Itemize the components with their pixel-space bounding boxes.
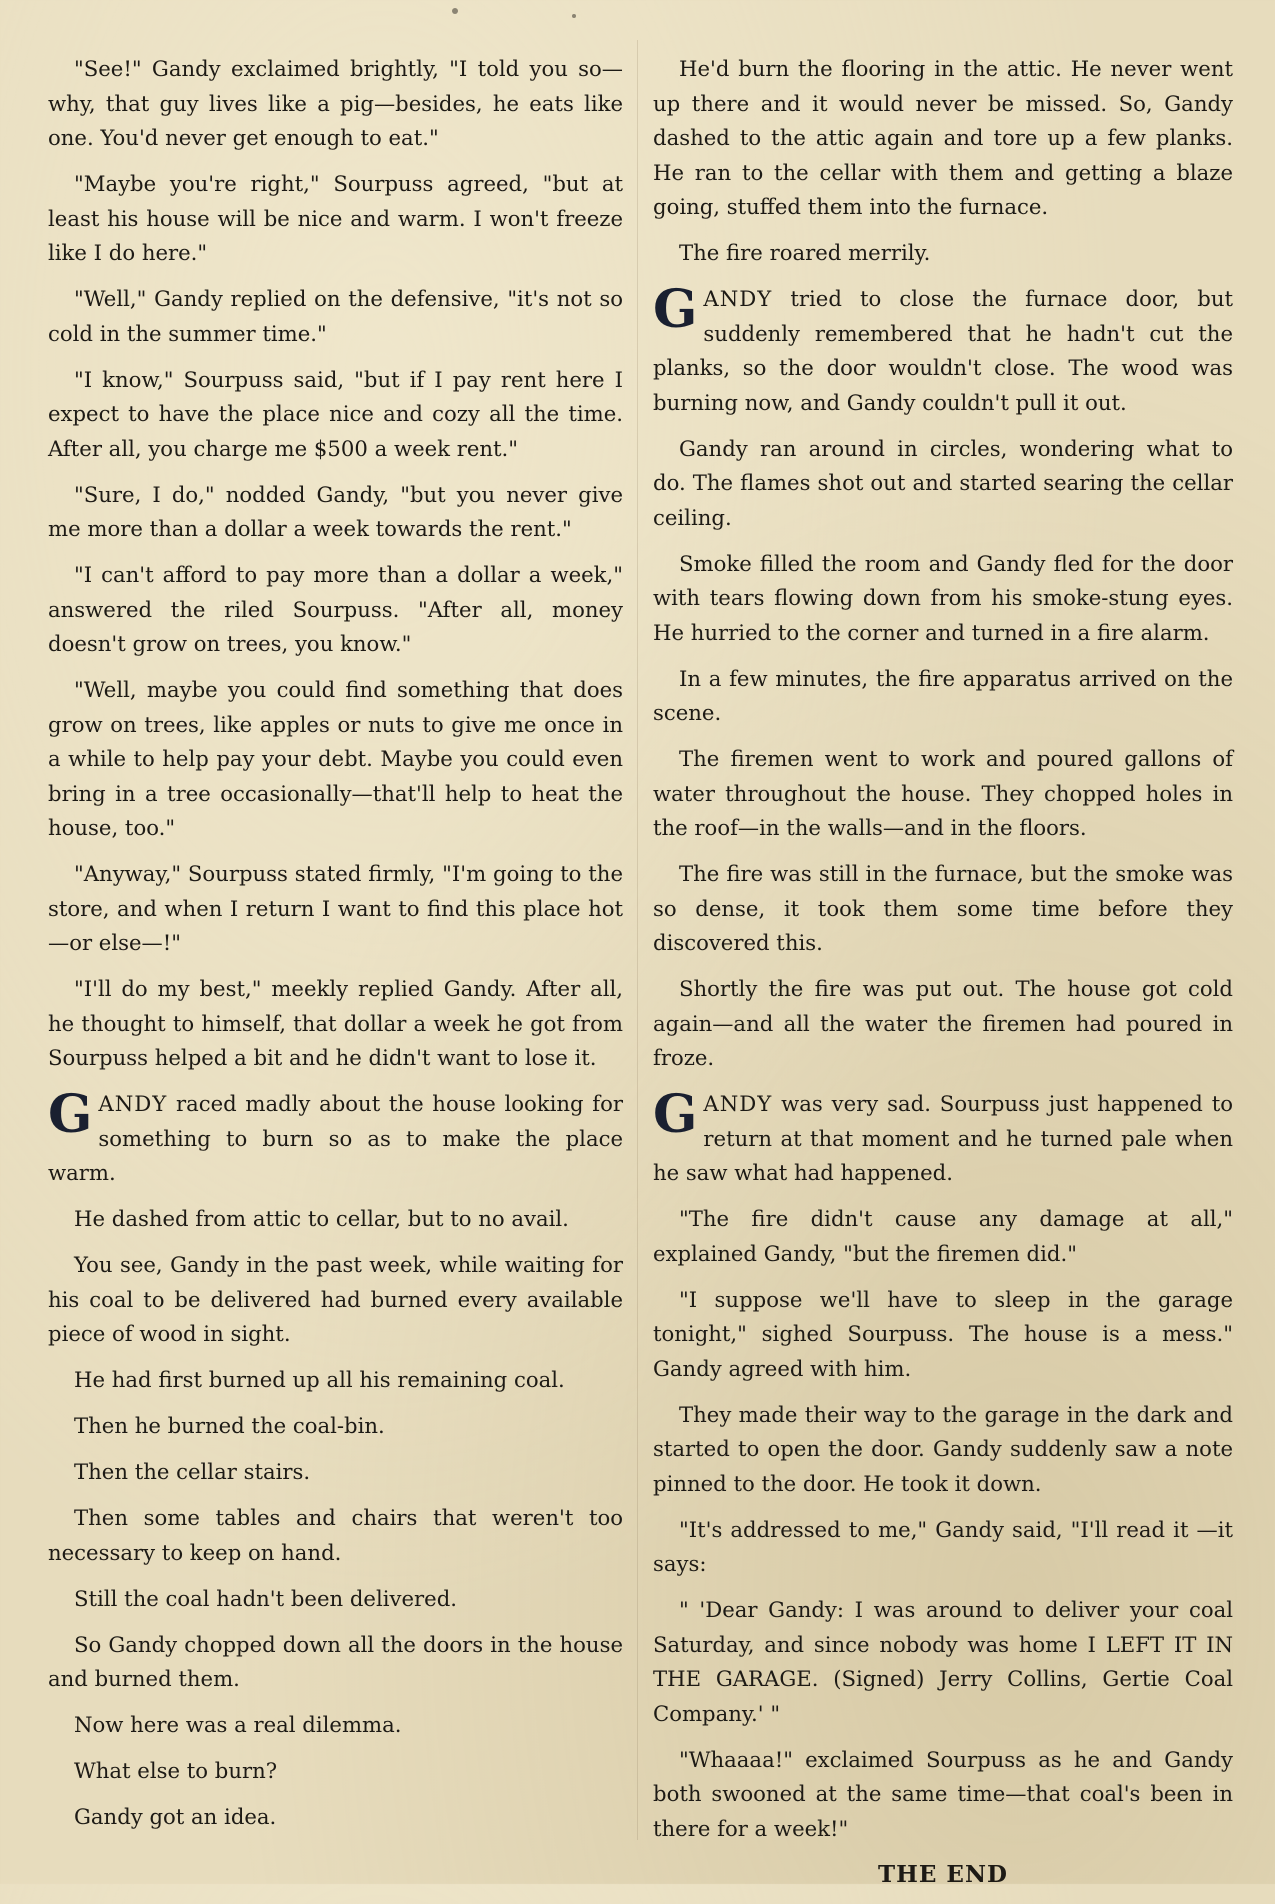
right-column [653, 52, 1233, 1904]
paragraph: "Well, maybe you could find something that does grow on trees, like apples or nuts to give me once in a while to help pay your debt. Maybe you could even bring in a tree occasionally—that'll help to heat the house, too." [48, 677, 623, 840]
drop-cap-paragraph [48, 1084, 623, 1191]
drop-cap-paragraph [653, 1084, 1233, 1191]
drop-cap: G [653, 1084, 698, 1145]
paragraph: Smoke filled the room and Gandy fled for the door with tears flowing down from his smoke-stung eyes. He hurried to the corner and turned in a fire alarm. [653, 550, 1233, 645]
paragraph: Still the coal hadn't been delivered. [74, 1585, 457, 1611]
paragraph: They made their way to the garage in the dark and started to open the door. Gandy suddenly saw a note pinned to the door. He took it down. [653, 1401, 1233, 1496]
paragraph: "Whaaaa!" exclaimed Sourpuss as he and Gandy both swooned at the same time—that coal's been in there for a week!" [653, 1746, 1233, 1841]
paragraph: Then the cellar stairs. [74, 1459, 311, 1484]
paragraph: The fire roared merrily. [679, 240, 931, 265]
paragraph: "I suppose we'll have to sleep in the garage tonight," sighed Sourpuss. The house is a mess." Gandy agreed with him. [653, 1286, 1233, 1381]
drop-cap: G [48, 1084, 93, 1145]
drop-cap-word: ANDY [703, 286, 773, 311]
drop-cap-paragraph [653, 279, 1233, 420]
paragraph: Gandy ran around in circles, wondering what to do. The flames shot out and started searing the cellar ceiling. [653, 435, 1233, 530]
drop-cap-word: ANDY [98, 1091, 168, 1116]
paragraph: "The fire didn't cause any damage at all," explained Gandy, "but the firemen did." [653, 1206, 1233, 1266]
paragraph: The fire was still in the furnace, but the smoke was so dense, it took them some time before they discovered this. [653, 861, 1233, 955]
paragraph: Shortly the fire was put out. The house got cold again—and all the water the firemen had poured in froze. [653, 976, 1233, 1070]
column-gutter [637, 40, 638, 1840]
ink-speck [452, 8, 458, 14]
ink-speck [572, 14, 576, 18]
paragraph: What else to burn? [74, 1758, 278, 1783]
paragraph: In a few minutes, the fire apparatus arrived on the scene. [653, 665, 1233, 725]
paragraph: "I know," Sourpuss said, "but if I pay rent here I expect to have the place nice and cozy all the time. After all, you charge me $500 a week rent." [48, 366, 623, 461]
paragraph: Then he burned the coal-bin. [74, 1413, 385, 1438]
paragraph: "Well," Gandy replied on the defensive, "it's not so cold in the summer time." [48, 286, 623, 346]
paragraph: Now here was a real dilemma. [74, 1712, 402, 1737]
paragraph: He dashed from attic to cellar, but to no avail. [74, 1206, 569, 1231]
left-column [48, 52, 623, 1846]
paragraph: Gandy got an idea. [74, 1804, 277, 1829]
drop-cap-text: tried to close the furnace door, but suddenly remembered that he hadn't cut the planks, so the door wouldn't close. The wood was burning now, and Gandy couldn't pull it out. [653, 286, 1233, 415]
paragraph: "Anyway," Sourpuss stated firmly, "I'm going to the store, and when I return I want to find this place hot—or else—!" [48, 861, 623, 955]
paragraph: So Gandy chopped down all the doors in the house and burned them. [48, 1631, 623, 1691]
paragraph: The firemen went to work and poured gallons of water throughout the house. They chopped holes in the roof—in the walls—and in the floors. [653, 746, 1233, 840]
paragraph: You see, Gandy in the past week, while waiting for his coal to be delivered had burned every available piece of wood in sight. [48, 1252, 623, 1346]
paragraph: " 'Dear Gandy: I was around to deliver your coal Saturday, and since nobody was home I LEFT IT IN THE GARAGE. (Signed) Jerry Collins, Gertie Coal Company.' " [653, 1597, 1233, 1726]
drop-cap-text: raced madly about the house looking for something to burn so as to make the place warm. [48, 1091, 623, 1185]
the-end-label: THE END [878, 1860, 1008, 1888]
paragraph: "See!" Gandy exclaimed brightly, "I told you so—why, that guy lives like a pig—besides, he eats like one. You'd never get enough to eat." [48, 56, 623, 150]
drop-cap: G [653, 279, 698, 340]
drop-cap-word: ANDY [703, 1091, 773, 1116]
drop-cap-text: was very sad. Sourpuss just happened to return at that moment and he turned pale when he saw what had happened. [653, 1091, 1233, 1185]
paragraph: "It's addressed to me," Gandy said, "I'll read it —it says: [653, 1516, 1233, 1576]
paragraph: "Maybe you're right," Sourpuss agreed, "but at least his house will be nice and warm. I won't freeze like I do here." [48, 171, 623, 265]
paragraph: He had first burned up all his remaining coal. [74, 1367, 565, 1392]
paragraph: "I can't afford to pay more than a dollar a week," answered the riled Sourpuss. "After all, money doesn't grow on trees, you know." [48, 562, 623, 656]
paragraph: He'd burn the flooring in the attic. He never went up there and it would never be missed. So, Gandy dashed to the attic again and tore up a few planks. He ran to the cellar with them and getting a blaze going, stuffed them into the furnace. [653, 56, 1233, 219]
paragraph: "I'll do my best," meekly replied Gandy. After all, he thought to himself, that dollar a week he got from Sourpuss helped a bit and he didn't want to lose it. [48, 976, 623, 1070]
paragraph: Then some tables and chairs that weren't too necessary to keep on hand. [48, 1505, 623, 1565]
paragraph: "Sure, I do," nodded Gandy, "but you never give me more than a dollar a week towards the rent." [48, 481, 623, 541]
